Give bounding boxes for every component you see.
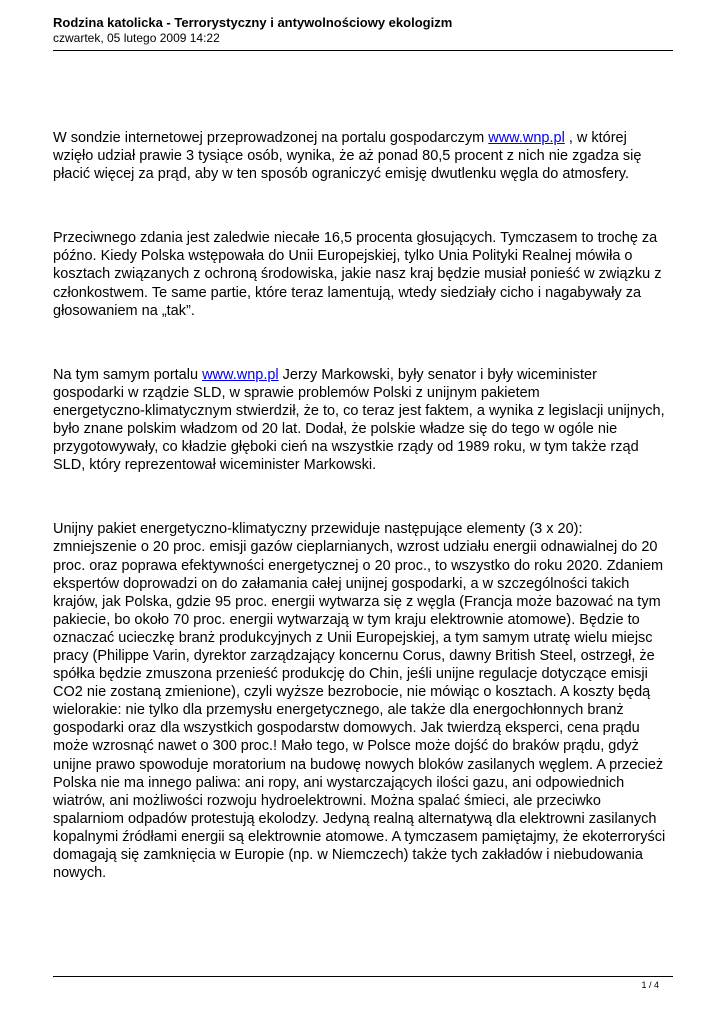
- paragraph-1: [53, 129, 673, 183]
- footer-divider: [53, 976, 673, 977]
- paragraph-line: wielorakie: nie tylko dla przemysłu energetycznego, ale także dla energochłonnych branż: [53, 702, 624, 719]
- wnp-link[interactable]: www.wnp.pl: [202, 366, 279, 383]
- paragraph-line: oznaczać ucieczkę branż produkcyjnych z Unii Europejskiej, a tym samym utratę wielu miejsc: [53, 629, 653, 646]
- paragraph-line: energetyczno-klimatycznym stwierdził, że to, co teraz jest faktem, a wynika z legislacji unijnych,: [53, 402, 665, 419]
- paragraph-line: W sondzie internetowej przeprowadzonej na portalu gospodarczym www.wnp.pl , w której: [53, 130, 627, 146]
- paragraph-2: [53, 229, 673, 319]
- paragraph-line: spalarniom odpadów protestują ekolodzy. Jedyną realną alternatywą dla elektrowni zasilanych: [53, 810, 657, 827]
- paragraph-line: Na tym samym portalu www.wnp.pl Jerzy Markowski, były senator i były wiceminister: [53, 366, 597, 383]
- paragraph-line: pracy (Philippe Varin, dyrektor zarządzający koncernu Corus, dawny British Steel, ostrzegł, że: [53, 647, 655, 664]
- paragraph-line: krajów, jak Polska, gdzie 95 proc. energii wytwarza się z węgla (Francja może bazować na tym: [53, 593, 661, 610]
- paragraph-line: kosztach związanych z ochroną środowiska, jakie nasz kraj będzie musiał ponieść w związku z: [53, 266, 662, 283]
- paragraph-line: SLD, który reprezentował wiceminister Markowski.: [53, 457, 377, 474]
- paragraph-line: kopalnymi źródłami energii są elektrownie atomowe. A tymczasem pamiętajmy, że ekoterroryści: [53, 828, 666, 845]
- paragraph-line: Polska nie ma innego paliwa: ani ropy, ani wystarczających ilości gazu, ani odpowiednich: [53, 774, 625, 791]
- paragraph-line: domagają się zamknięcia w Europie (np. w Niemczech) także tych zakładów i niebudowania: [53, 847, 643, 863]
- wnp-link[interactable]: www.wnp.pl: [488, 130, 565, 146]
- paragraph-line: wiatrów, ani możliwości rozwoju hydroelektrowni. Można spalać śmieci, ale przeciwko: [53, 792, 601, 809]
- document-header: [53, 15, 673, 46]
- paragraph-line: spółka będzie zmuszona przenieść produkcję do Chin, jeśli unijne regulacje dotyczące emisji: [53, 666, 648, 683]
- paragraph-line: gospodarki w rządzie SLD, w sprawie problemów Polski z unijnym pakietem: [53, 384, 540, 401]
- paragraph-line: unijne prawo spowoduje moratorium na budowę nowych bloków zasilanych węglem. A przecież: [53, 756, 664, 773]
- paragraph-3: [53, 366, 673, 475]
- paragraph-line: gospodarki oraz dla wszystkich gospodarstw domowych. Jak twierdzą eksperci, cena prądu: [53, 720, 640, 737]
- paragraph-line: płacić więcej za prąd, aby w ten sposób ograniczyć emisję dwutlenku węgla do atmosfery.: [53, 166, 629, 183]
- document-title: Rodzina katolicka - Terrorystyczny i antywolnościowy ekologizm: [53, 15, 453, 30]
- header-divider: [53, 50, 673, 51]
- paragraph-line: Przeciwnego zdania jest zaledwie niecałe 16,5 procenta głosujących. Tymczasem to trochę za: [53, 230, 658, 247]
- paragraph-line: wzięło udział prawie 3 tysiące osób, wynika, że aż ponad 80,5 procent z nich nie zgadza się: [53, 148, 642, 165]
- document-date: czwartek, 05 lutego 2009 14:22: [53, 31, 220, 45]
- article-body: [53, 129, 673, 882]
- page-number: 1 / 4: [641, 980, 659, 990]
- paragraph-4: [53, 520, 673, 882]
- paragraph-line: proc. oraz poprawa efektywności energetycznej o 20 proc., to wszystko do roku 2020. Zdaniem: [53, 557, 664, 574]
- paragraph-line: pakiecie, bo około 70 proc. energii wytwarzają w tym kraju elektrownie atomowe). Będzie to: [53, 611, 640, 628]
- paragraph-line: może wzrosnąć nawet o 300 proc.! Mało tego, w Polsce może dojść do braków prądu, gdyż: [53, 738, 639, 755]
- paragraph-line: późno. Kiedy Polska wstępowała do Unii Europejskiej, tylko Unia Polityki Realnej mówiła o: [53, 248, 633, 265]
- paragraph-line: przygotowywały, co kładzie głęboki cień na wszystkie rządy od 1989 roku, w tym także rząd: [53, 439, 639, 456]
- paragraph-line: zmniejszenie o 20 proc. emisji gazów cieplarnianych, wzrost udziału energii odnawialnej do 20: [53, 539, 658, 556]
- paragraph-line: członkostwem. Te same partie, które teraz lamentują, wtedy siedziały cicho i nagabywały za: [53, 284, 642, 301]
- paragraph-line: ekspertów doprowadzi on do załamania całej unijnej gospodarki, a w szczególności takich: [53, 575, 630, 592]
- paragraph-line: głosowaniem na „tak”.: [53, 302, 195, 319]
- paragraph-line: Unijny pakiet energetyczno-klimatyczny przewiduje następujące elementy (3 x 20):: [53, 521, 583, 538]
- paragraph-line: było znane polskim władzom od 20 lat. Dodał, że polskie władze się do tego w ogóle nie: [53, 421, 618, 438]
- paragraph-line: CO2 nie zostaną zmienione), czyli wyższe bezrobocie, nie mówiąc o kosztach. A koszty będą: [53, 684, 651, 701]
- paragraph-line: nowych.: [53, 865, 107, 882]
